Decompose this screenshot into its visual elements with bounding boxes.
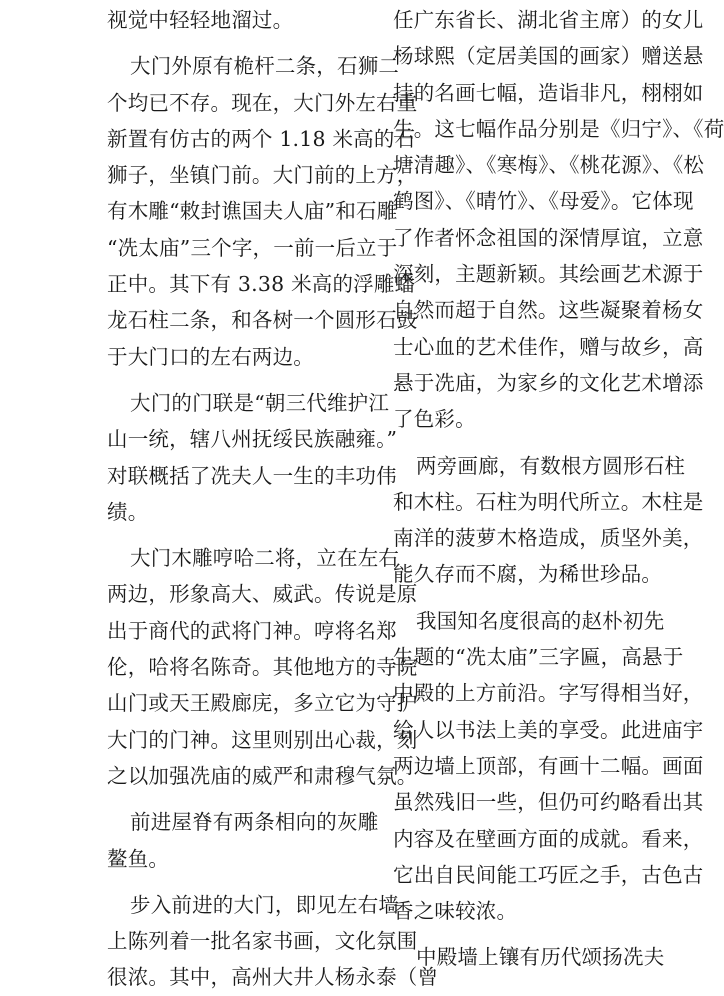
text-line: 有木雕“敕封谯国夫人庙”和石雕 <box>107 199 398 224</box>
text-line: 出于商代的武将门神。哼将名郑 <box>107 618 397 643</box>
text-line: 鹤图》、《晴竹》、《母爱》。它体现 <box>393 189 694 214</box>
text-line: 生题的“冼太庙”三字匾，高悬于 <box>393 645 684 670</box>
text-line: 前进屋脊有两条相向的灰雕 <box>130 810 379 835</box>
text-line: 香之味较浓。 <box>393 899 518 924</box>
text-line: 山一统，辖八州抚绥民族融雍。” <box>107 427 398 452</box>
paragraph-gap <box>107 38 367 48</box>
text-line: 塘清趣》、《寒梅》、《桃花源》、《松 <box>393 153 705 178</box>
text-line: 我国知名度很高的赵朴初先 <box>416 608 665 633</box>
text-line: 上陈列着一批名家书画，文化氛围 <box>107 929 418 954</box>
text-line: 自然而超于自然。这些凝聚着杨女 <box>393 298 704 323</box>
text-line: 士心血的艺术佳作，赠与故乡，高 <box>393 334 704 359</box>
text-line: 伦，哈将名陈奇。其他地方的寺院 <box>107 655 418 680</box>
text-line: 大门木雕哼哈二将，立在左右 <box>130 546 400 571</box>
text-line: 生。这七幅作品分别是《归宁》、《荷 <box>393 116 724 141</box>
column-gutter <box>378 0 379 967</box>
text-line: 挂的名画七幅，造诣非凡，栩栩如 <box>393 80 704 105</box>
text-line: 很浓。其中，高州大井人杨永泰（曾 <box>107 965 439 990</box>
text-line: 之以加强冼庙的威严和肃穆气氛。 <box>107 763 418 788</box>
paragraph-gap <box>107 794 367 804</box>
text-line: 两旁画廊，有数根方圆形石柱 <box>416 453 686 478</box>
paragraph-gap <box>393 438 633 448</box>
text-line: 个均已不存。现在，大门外左右重 <box>107 90 418 115</box>
text-line: 绩。 <box>107 499 149 524</box>
text-line: 对联概括了冼夫人一生的丰功伟 <box>107 463 397 488</box>
text-line: 山门或天王殿廊庑，多立它为守护 <box>107 691 418 716</box>
text-line: 它出自民间能工巧匠之手，古色古 <box>393 862 704 887</box>
text-line: 悬于冼庙，为家乡的文化艺术增添 <box>393 370 704 395</box>
text-line: 给人以书法上美的享受。此进庙宇 <box>393 717 704 742</box>
text-line: 能久存而不腐，为稀世珍品。 <box>393 562 663 587</box>
text-line: 正中。其下有 3.38 米高的浮雕蟠 <box>107 272 416 297</box>
paragraph-gap <box>107 877 367 887</box>
text-line: 和木柱。石柱为明代所立。木柱是 <box>393 489 704 514</box>
text-line: 中殿的上方前沿。字写得相当好， <box>393 681 704 706</box>
text-line: 龙石柱二条，和各树一个圆形石鼓 <box>107 308 418 333</box>
text-line: “冼太庙”三个字，一前一后立于 <box>107 235 398 260</box>
text-line: 内容及在壁画方面的成就。看来， <box>393 826 704 851</box>
paragraph-gap <box>107 530 367 540</box>
text-line: 了色彩。 <box>393 407 476 432</box>
text-line: 大门的门神。这里则别出心裁，刻 <box>107 727 418 752</box>
paragraph-gap <box>393 929 633 939</box>
text-line: 大门的门联是“朝三代维护江 <box>130 390 390 415</box>
text-line: 大门外原有桅杆二条，石狮二 <box>130 54 400 79</box>
text-line: 狮子，坐镇门前。大门前的上方， <box>107 163 418 188</box>
text-line: 虽然残旧一些，但仍可约略看出其 <box>393 790 704 815</box>
text-line: 深刻，主题新颖。其绘画艺术源于 <box>393 262 704 287</box>
text-line: 鳌鱼。 <box>107 846 170 871</box>
text-line: 于大门口的左右两边。 <box>107 344 314 369</box>
text-line: 杨球熙（定居美国的画家）赠送悬 <box>393 44 704 69</box>
text-line: 中殿墙上镶有历代颂扬冼夫 <box>416 945 665 970</box>
text-line: 步入前进的大门，即见左右墙 <box>130 892 400 917</box>
paragraph-gap <box>107 375 367 385</box>
text-line: 南洋的菠萝木格造成，质坚外美， <box>393 526 704 551</box>
text-line: 视觉中轻轻地溜过。 <box>107 8 294 32</box>
text-line: 任广东省长、湖北省主席）的女儿 <box>393 8 704 32</box>
text-line: 新置有仿古的两个 1.18 米高的石 <box>107 126 416 151</box>
text-line: 两边墙上顶部，有画十二幅。画面 <box>393 753 704 778</box>
text-line: 两边，形象高大、威武。传说是原 <box>107 582 418 607</box>
text-line: 了作者怀念祖国的深情厚谊，立意 <box>393 225 704 250</box>
paragraph-gap <box>393 593 633 603</box>
right-text-column <box>393 2 724 976</box>
